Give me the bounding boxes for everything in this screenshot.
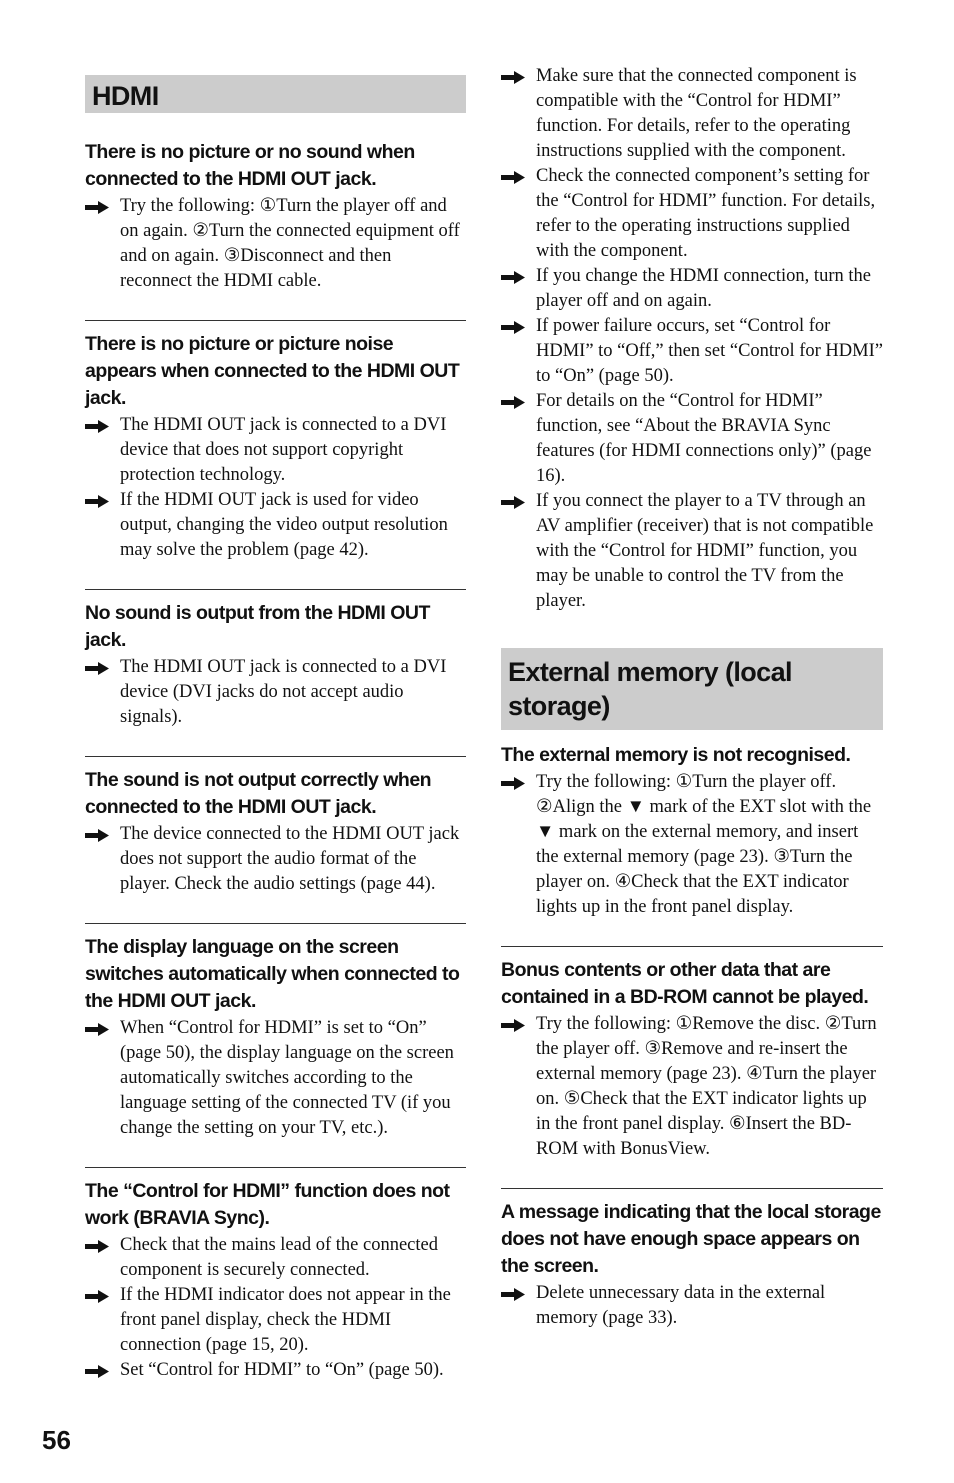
list-item: Try the following: ①Turn the player off and on again. ②Turn the connected equipment off and on again. ③Disconnect and then reconnect the HDMI cable. [85,194,466,294]
list-item: When “Control for HDMI” is set to “On” (page 50), the display language on the screen automatically switches according to the language setting of the connected TV (if you change the setting on your TV, etc.). [85,1016,466,1141]
topic-bonus-contents [501,946,883,1162]
topic-picture-noise [85,320,466,563]
section-heading-hdmi: HDMI [85,75,466,113]
list-item: Set “Control for HDMI” to “On” (page 50). [85,1358,466,1383]
list-item: Try the following: ①Remove the disc. ②Turn the player off. ③Remove and re-insert the external memory (page 23). ④Turn the player on. ⑤Check that the EXT indicator lights up in the front panel display. ⑥Insert the BD-ROM with BonusView. [501,1012,883,1162]
arrow-right-icon [501,1019,525,1032]
list-item: If the HDMI OUT jack is used for video output, changing the video output resolution may solve the problem (page 42). [85,488,466,563]
list-item: Make sure that the connected component is compatible with the “Control for HDMI” function. For details, refer to the operating instructions supplied with the component. [501,64,883,164]
topic-no-sound-output [85,589,466,730]
topic-title: Bonus contents or other data that are contained in a BD-ROM cannot be played. [501,959,869,1008]
section-heading-external-memory: External memory (local storage) [501,648,883,730]
list-item: If power failure occurs, set “Control for HDMI” to “Off,” then set “Control for HDMI” to “On” (page 50). [501,314,883,389]
arrow-right-icon [85,829,109,842]
list-item: If you change the HDMI connection, turn the player off and on again. [501,264,883,314]
arrow-right-icon [501,396,525,409]
arrow-right-icon [501,71,525,84]
arrow-right-icon [501,496,525,509]
arrow-right-icon [85,1023,109,1036]
arrow-right-icon [501,271,525,284]
topic-title: No sound is output from the HDMI OUT jack. [85,602,430,651]
arrow-right-icon [85,1365,109,1378]
arrow-right-icon [85,662,109,675]
arrow-right-icon [501,321,525,334]
list-item: The HDMI OUT jack is connected to a DVI device that does not support copyright protection technology. [85,413,466,488]
list-item: If you connect the player to a TV through an AV amplifier (receiver) that is not compatible with the “Control for HDMI” function, you may be unable to control the TV from the player. [501,489,883,614]
topic-sound-incorrect [85,756,466,897]
left-column [85,64,466,1383]
list-item: If the HDMI indicator does not appear in the front panel display, check the HDMI connection (page 15, 20). [85,1283,466,1358]
arrow-right-icon [85,495,109,508]
topic-no-picture-no-sound [85,139,466,294]
arrow-right-icon [85,1240,109,1253]
arrow-right-icon [501,1288,525,1301]
list-item: Try the following: ①Turn the player off. ②Align the ▼ mark of the EXT slot with the ▼ mark on the external memory, and insert the external memory (page 23). ③Turn the player on. ④Check that the EXT indicator lights up in the front panel display. [501,770,883,920]
right-column [501,64,883,1331]
arrow-right-icon [501,171,525,184]
topic-memory-not-recognised [501,742,883,920]
list-item: The device connected to the HDMI OUT jack does not support the audio format of the player. Check the audio settings (page 44). [85,822,466,897]
topic-local-storage-space [501,1188,883,1331]
topic-title: The sound is not output correctly when connected to the HDMI OUT jack. [85,769,432,818]
topic-display-language [85,923,466,1141]
list-item: Check the connected component’s setting for the “Control for HDMI” function. For details, refer to the operating instructions supplied with the component. [501,164,883,264]
arrow-right-icon [85,1290,109,1303]
continued-items [501,64,883,614]
topic-title: There is no picture or no sound when connected to the HDMI OUT jack. [85,141,415,190]
arrow-right-icon [85,420,109,433]
page-number: 56 [42,1425,71,1455]
topic-title: The display language on the screen switches automatically when connected to the HDMI OUT jack. [85,936,460,1012]
topic-title: The external memory is not recognised. [501,744,851,766]
topic-title: There is no picture or picture noise appears when connected to the HDMI OUT jack. [85,333,460,409]
topic-title: A message indicating that the local storage does not have enough space appears on the screen. [501,1201,881,1277]
arrow-right-icon [85,201,109,214]
topic-title: The “Control for HDMI” function does not work (BRAVIA Sync). [85,1180,450,1229]
arrow-right-icon [501,777,525,790]
list-item: The HDMI OUT jack is connected to a DVI device (DVI jacks do not accept audio signals). [85,655,466,730]
list-item: Check that the mains lead of the connected component is securely connected. [85,1233,466,1283]
topic-control-for-hdmi [85,1167,466,1383]
list-item: Delete unnecessary data in the external memory (page 33). [501,1281,883,1331]
list-item: For details on the “Control for HDMI” function, see “About the BRAVIA Sync features (for HDMI connections only)” (page 16). [501,389,883,489]
